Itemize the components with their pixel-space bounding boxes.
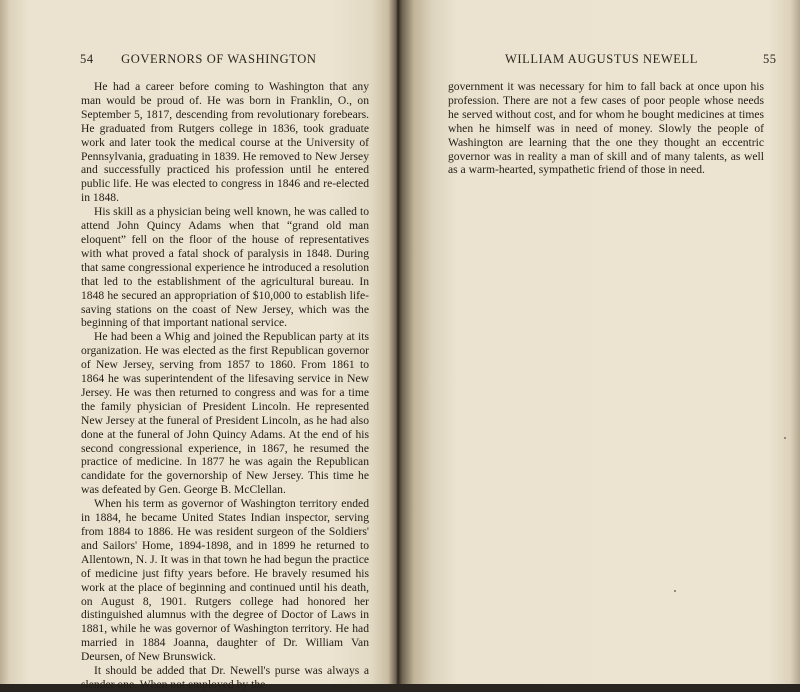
left-page (0, 0, 398, 691)
right-page-number: 55 (762, 52, 777, 66)
right-running-head (505, 52, 777, 67)
paragraph: When his term as governor of Washington territory ended in 1884, he became United States Indian inspector, serving from 1884 to 1886. He was resident surgeon of the Soldiers' and Sailors' Home, 1894-1898, and in 1899 he returned to Allentown, N. J. It was in that town he had begun the practice of medicine just fifty years before. He bravely resumed his work at the place of beginning and continued until his death, on August 8, 1901. Rutgers college had honored her distinguished alumnus with the degree of Doctor of Laws in 1881, while he was governor of Washington territory. He had married in 1884 Joanna, daughter of Dr. William Van Deursen, of New Brunswick. (81, 497, 369, 664)
left-running-title: GOVERNORS OF WASHINGTON (121, 52, 317, 66)
paragraph: He had a career before coming to Washington that any man would be proud of. He was born in Franklin, O., on September 5, 1817, descending from revolutionary forebears. He graduated from Rutgers college in 1836, took graduate work and later took the medical course at the University of Pennsylvania, graduating in 1839. He removed to New Jersey and successfully practiced his profession until he entered public life. He was elected to congress in 1846 and re-elected in 1848. (81, 80, 369, 205)
left-page-number: 54 (80, 52, 94, 66)
right-body-text (448, 80, 764, 177)
paragraph: He had been a Whig and joined the Republican party at its organization. He was elected as the first Republican governor of New Jersey, serving from 1857 to 1860. From 1861 to 1864 he was superintendent of the lifesaving service in New Jersey. He was then returned to congress and was for a time the family physician of President Lincoln. He represented New Jersey at the funeral of President Lincoln, as he had also done at the funeral of John Quincy Adams. At the end of his second congressional experience, in 1867, he resumed the practice of medicine. In 1877 he was again the Republican candidate for the governorship of New Jersey. This time he was defeated by Gen. George B. McClellan. (81, 330, 369, 497)
left-body-text (81, 80, 369, 692)
paper-speck (784, 437, 786, 439)
right-page (398, 0, 800, 684)
paragraph: government it was necessary for him to fall back at once upon his profession. There are not a few cases of poor people whose needs he served without cost, and for whom he bought medicines at times when he himself was in need of money. Slowly the people of Washington are learning that the one they thought an eccentric governor was in reality a man of skill and of many talents, as well as a warm-hearted, sympathetic friend of those in need. (448, 80, 764, 177)
left-running-head (80, 52, 316, 67)
paragraph: It should be added that Dr. Newell's purse was always a slender one. When not employed by the (81, 664, 369, 691)
right-running-title: WILLIAM AUGUSTUS NEWELL (505, 52, 698, 66)
paper-speck (674, 590, 676, 592)
paragraph: His skill as a physician being well known, he was called to attend John Quincy Adams when that “grand old man eloquent” fell on the floor of the house of representatives with what proved a fatal shock of paralysis in 1848. During that same congressional experience he introduced a resolution that led to the establishment of the agricultural bureau. In 1848 he secured an appropriation of $10,000 to establish life-saving stations on the coast of New Jersey, which was the beginning of that important national service. (81, 205, 369, 330)
